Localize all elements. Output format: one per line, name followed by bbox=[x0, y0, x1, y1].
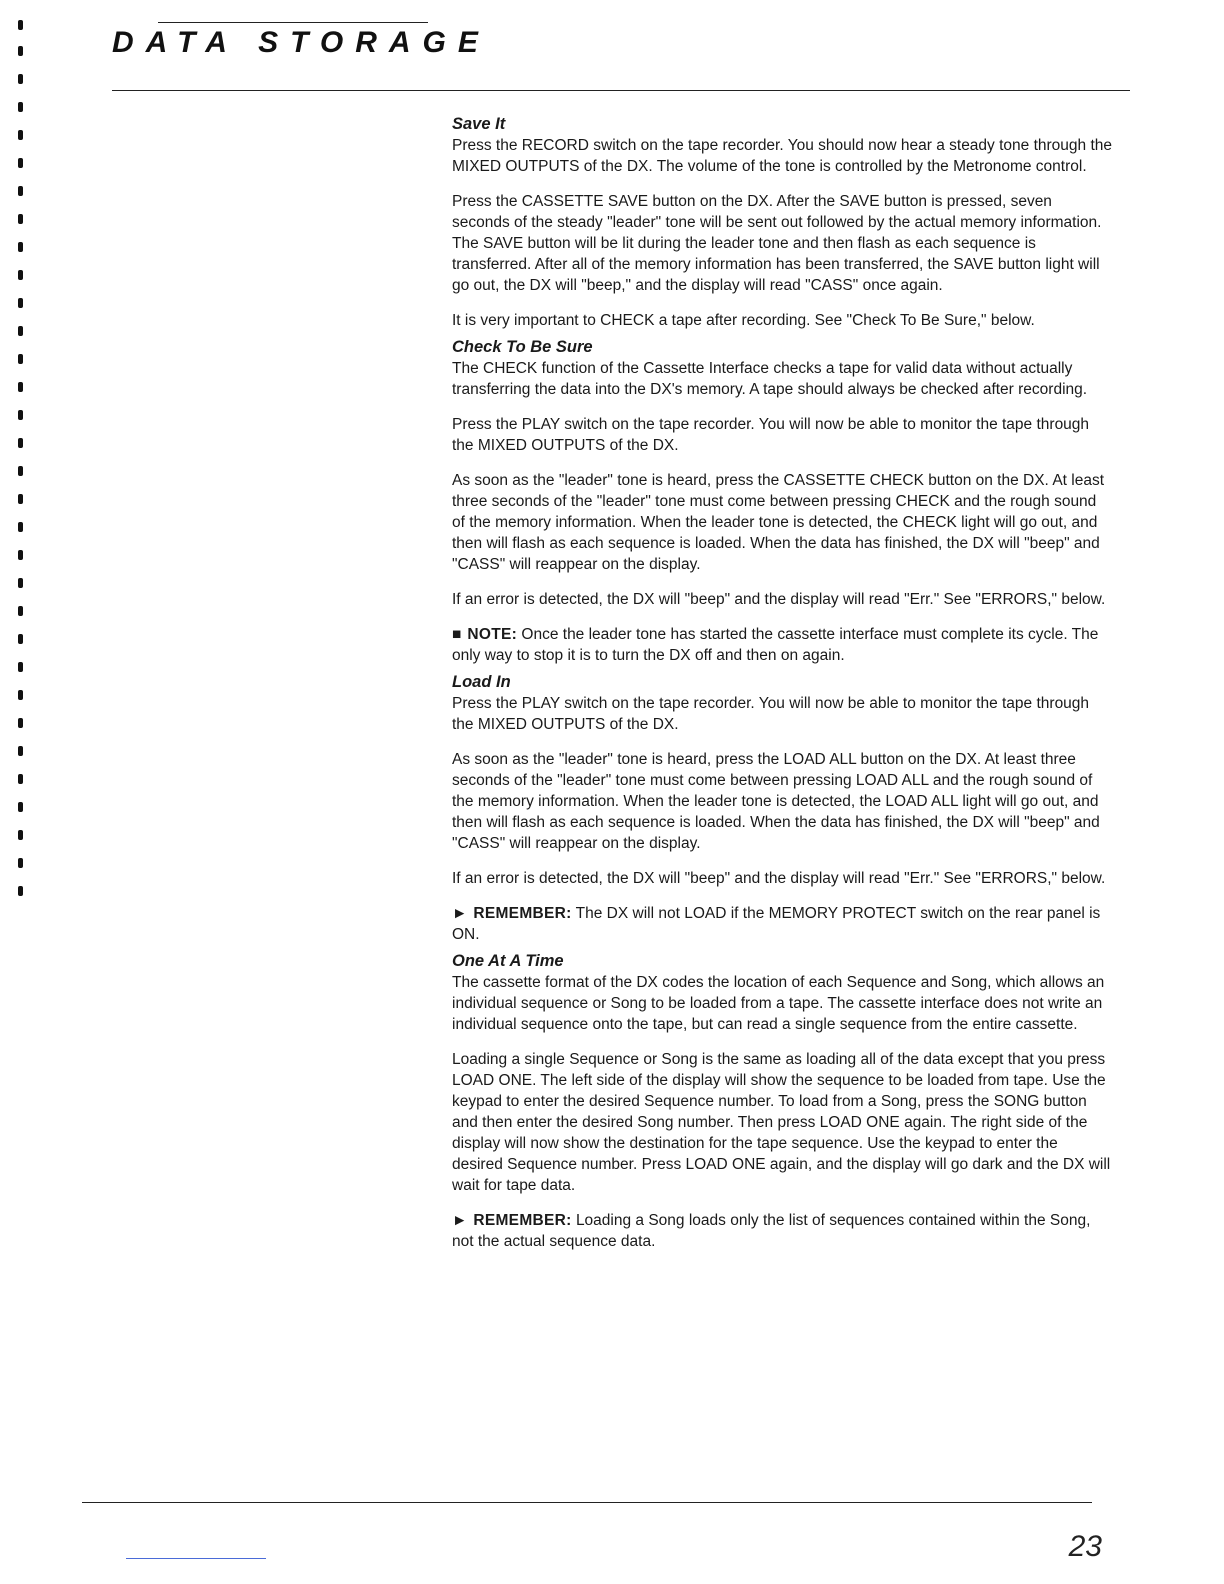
paragraph: Press the RECORD switch on the tape recorder. You should now hear a steady tone through the MIXED OUTPUTS of the DX. The volume of the tone is controlled by the Metronome control. bbox=[452, 137, 1113, 175]
paragraph: Press the CASSETTE SAVE button on the DX. After the SAVE button is pressed, seven seconds of the steady "leader" tone will be sent out followed by the actual memory information. The SAVE button will be lit during the leader tone and then flash as each sequence is transferred. After all of the memory information has been transferred, the SAVE button light will go out, the DX will "beep," and the display will read "CASS" once again. bbox=[452, 193, 1102, 294]
section-heading: Save It bbox=[452, 115, 506, 133]
paragraph: As soon as the "leader" tone is heard, press the CASSETTE CHECK button on the DX. At least three seconds of the "leader" tone must come between pressing CHECK and the rough sound of the memory information. When the leader tone is detected, the CHECK light will go out, and then will flash as each sequence is loaded. When the data has finished, the DX will "beep" and "CASS" will reappear on the display. bbox=[452, 472, 1105, 573]
section-heading: Check To Be Sure bbox=[452, 338, 593, 356]
paragraph: As soon as the "leader" tone is heard, press the LOAD ALL button on the DX. At least three seconds of the "leader" tone must come between pressing LOAD ALL and the rough sound of the memory information. When the leader tone is detected, the LOAD ALL light will go out, and then will flash as each sequence is loaded. When the data has finished, the DX will "beep" and "CASS" will reappear on the display. bbox=[452, 751, 1100, 852]
section-one-at-a-time bbox=[452, 951, 1112, 1252]
section-heading: Load In bbox=[452, 673, 511, 691]
section-load-in bbox=[452, 672, 1112, 945]
paragraph: Press the PLAY switch on the tape recorder. You will now be able to monitor the tape through the MIXED OUTPUTS of the DX. bbox=[452, 416, 1090, 454]
paragraph: It is very important to CHECK a tape after recording. See "Check To Be Sure," below. bbox=[452, 312, 1035, 329]
header-overline bbox=[158, 22, 428, 23]
footer-rule bbox=[82, 1502, 1092, 1503]
remember-text: Loading a Song loads only the list of sequences contained within the Song, not the actual sequence data. bbox=[452, 1212, 1091, 1250]
remember-label: REMEMBER: bbox=[473, 905, 572, 922]
page-title: DATA STORAGE bbox=[112, 26, 490, 59]
arrow-right-icon: ► bbox=[452, 1212, 468, 1229]
note-label: NOTE: bbox=[467, 626, 518, 643]
note bbox=[452, 624, 1112, 666]
remember-label: REMEMBER: bbox=[473, 1212, 572, 1229]
remember-note bbox=[452, 1210, 1112, 1252]
remember-text: The DX will not LOAD if the MEMORY PROTECT switch on the rear panel is ON. bbox=[452, 905, 1101, 943]
remember-note bbox=[452, 903, 1112, 945]
section-check-to-be-sure bbox=[452, 337, 1112, 666]
section-save-it bbox=[452, 114, 1112, 331]
page-number: 23 bbox=[1068, 1530, 1102, 1563]
paragraph: The cassette format of the DX codes the location of each Sequence and Song, which allows an individual sequence or Song to be loaded from a tape. The cassette interface does not write an individual sequence onto the tape, but can read a single sequence from the entire cassette. bbox=[452, 974, 1105, 1033]
main-content bbox=[452, 114, 1112, 1266]
note-text: Once the leader tone has started the cassette interface must complete its cycle. The only way to stop it is to turn the DX off and then on again. bbox=[452, 626, 1099, 664]
paragraph: The CHECK function of the Cassette Interface checks a tape for valid data without actually transferring the data into the DX's memory. A tape should always be checked after recording. bbox=[452, 360, 1088, 398]
header-rule bbox=[112, 90, 1130, 91]
square-bullet-icon: ■ bbox=[452, 626, 462, 643]
paragraph: Loading a single Sequence or Song is the same as loading all of the data except that you press LOAD ONE. The left side of the display will show the sequence to be loaded from tape. Use the keypad to enter the desired Sequence number. To load from a Song, press the SONG button and then enter the desired Song number. Then press LOAD ONE again. The right side of the display will now show the destination for the tape sequence. Use the keypad to enter the desired Sequence number. Press LOAD ONE again, and the display will go dark and the DX will wait for tape data. bbox=[452, 1051, 1111, 1194]
section-heading: One At A Time bbox=[452, 952, 564, 970]
footer-underline bbox=[126, 1558, 266, 1559]
binding-holes bbox=[14, 20, 28, 920]
paragraph: If an error is detected, the DX will "beep" and the display will read "Err." See "ERRORS," below. bbox=[452, 870, 1106, 887]
arrow-right-icon: ► bbox=[452, 905, 468, 922]
paragraph: If an error is detected, the DX will "beep" and the display will read "Err." See "ERRORS," below. bbox=[452, 591, 1106, 608]
paragraph: Press the PLAY switch on the tape recorder. You will now be able to monitor the tape through the MIXED OUTPUTS of the DX. bbox=[452, 695, 1090, 733]
